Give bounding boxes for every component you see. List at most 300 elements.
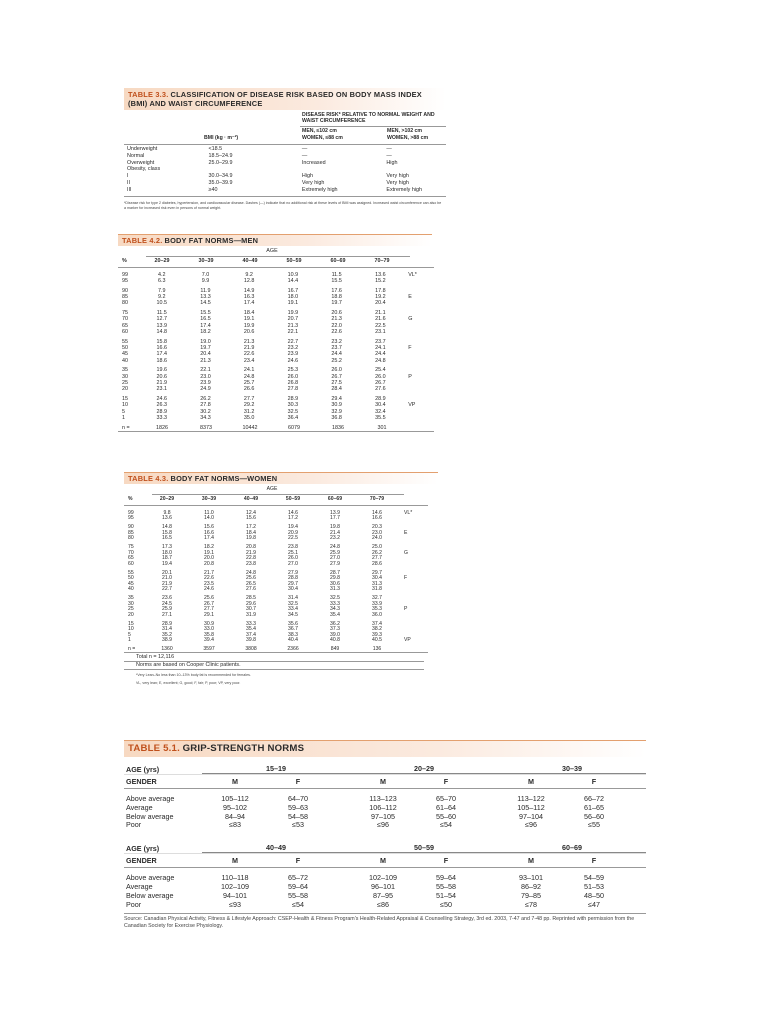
table-row (124, 535, 438, 541)
value-cell: 6.3 (157, 277, 166, 284)
value-cell: 37.4 (372, 620, 382, 627)
percentile-cell: 95 (128, 515, 134, 521)
value-cell: 23.0 (372, 529, 382, 536)
value-cell: 32.5 (288, 600, 298, 607)
value-cell: 35.4 (246, 626, 256, 632)
table-5-1-grid (124, 761, 646, 909)
bmi-cell: 35.0–39.9 (208, 179, 233, 186)
value-cell: 30.4 (288, 586, 298, 592)
value-cell: 35.0 (243, 414, 255, 421)
value-cell: 21.1 (375, 309, 386, 316)
percentile-cell: 5 (122, 408, 125, 415)
value-cell: 34.3 (330, 606, 340, 612)
female-value: ≤50 (440, 899, 452, 909)
table-row (124, 561, 438, 567)
value-cell: 26.2 (200, 396, 211, 403)
value-cell: 21.9 (243, 344, 255, 351)
value-cell: 40.4 (288, 637, 298, 643)
male-value: 97–104 (519, 811, 543, 821)
value-cell: 11.9 (200, 287, 211, 294)
value-cell: 14.6 (372, 509, 382, 516)
female-value: 51–54 (436, 890, 456, 900)
value-cell: 20.0 (204, 555, 214, 561)
female-value: 55–58 (436, 881, 456, 891)
rating-cell: E (404, 529, 408, 536)
table-5-1-label: TABLE 5.1. (128, 743, 180, 754)
category-cell: Above average (126, 873, 175, 883)
value-cell: 25.3 (287, 367, 299, 374)
value-cell: 19.2 (375, 293, 386, 300)
value-cell: 21.3 (243, 338, 255, 345)
value-cell: 28.9 (162, 620, 172, 627)
value-cell: 19.9 (243, 322, 255, 329)
category-cell: Above average (126, 794, 175, 803)
value-cell: 22.6 (243, 351, 255, 358)
class-cell: III (127, 186, 132, 193)
value-cell: 35.2 (162, 631, 172, 638)
value-cell: 9.2 (157, 293, 166, 300)
value-cell: 40.8 (330, 637, 340, 643)
value-cell: 9.8 (163, 509, 171, 516)
rating-cell (402, 386, 432, 392)
table-row (124, 637, 438, 643)
percentile-cell: 55 (128, 569, 134, 576)
value-cell: 22.7 (162, 586, 172, 592)
female-value: ≤47 (588, 899, 600, 909)
table-3-3-label: TABLE 3.3. (128, 90, 169, 99)
n-cell: 849 (330, 646, 340, 652)
class-cell: Normal (127, 152, 145, 159)
table-4-3-title: BODY FAT NORMS—WOMEN (170, 474, 278, 483)
value-cell: 16.6 (156, 344, 167, 351)
age-column-header: 40–49 (242, 258, 258, 264)
percentile-cell: 70 (128, 549, 134, 556)
value-cell: 15.6 (204, 524, 214, 530)
value-cell: 9.2 (245, 271, 253, 278)
value-cell: 31.4 (162, 626, 172, 632)
value-cell: 20.6 (243, 328, 255, 335)
value-cell: 39.3 (372, 631, 382, 638)
percentile-cell: 55 (122, 338, 128, 345)
table-row (118, 386, 432, 392)
table-row (118, 300, 432, 306)
percentile-cell: 1 (128, 637, 131, 643)
male-value: ≤86 (377, 899, 389, 909)
value-cell: 15.6 (246, 515, 256, 521)
table-row (124, 586, 438, 592)
value-cell: 30.6 (330, 580, 340, 587)
female-value: 66–72 (584, 794, 604, 803)
value-cell: 26.3 (156, 402, 167, 409)
norms-note: Norms are based on Cooper Clinic patients. (136, 661, 241, 668)
value-cell: 33.3 (156, 414, 167, 421)
value-cell: 24.4 (375, 351, 386, 358)
value-cell: 21.9 (246, 549, 256, 556)
class-cell: II (127, 179, 130, 186)
risk-b-cell: Very high (386, 179, 409, 186)
value-cell: 27.6 (246, 586, 256, 592)
value-cell: 19.8 (330, 524, 340, 530)
value-cell: 15.2 (375, 277, 386, 284)
female-value: ≤54 (292, 899, 304, 909)
age-label: AGE (266, 486, 278, 492)
value-cell: 10.9 (287, 271, 299, 278)
gender-label: GENDER (126, 856, 157, 866)
value-cell: 29.7 (288, 580, 298, 587)
table-5-1-title: GRIP-STRENGTH NORMS (182, 743, 305, 754)
value-cell: 24.0 (372, 535, 382, 541)
value-cell: 14.4 (287, 277, 299, 284)
value-cell: 26.7 (375, 379, 386, 386)
male-header: M (528, 856, 534, 866)
percentile-cell: 90 (128, 524, 134, 530)
male-header: M (528, 777, 534, 786)
value-cell: 28.9 (287, 396, 299, 403)
age-label: AGE (yrs) (126, 765, 160, 774)
percentile-cell: 15 (122, 396, 128, 403)
male-value: ≤96 (525, 820, 537, 830)
percentile-cell: 25 (128, 606, 134, 612)
table-5-1-source: Source: Canadian Physical Activity, Fitness & Lifestyle Approach: CSEP-Health & Fitness Program's Health-Related Appraisal & Counselling Strategy, 3rd ed. 2003, 7-47 and 7-48 pp. Reprinted with permission from the Canadian Society for Exercise Physiology. (124, 916, 635, 930)
value-cell: 19.4 (162, 560, 172, 567)
column-header-row (124, 495, 438, 505)
value-cell: 38.9 (162, 637, 172, 643)
percentile-cell: 35 (128, 595, 134, 601)
value-cell: 29.1 (204, 611, 214, 618)
age-label: AGE (266, 248, 278, 254)
percentile-cell: 45 (128, 580, 134, 587)
value-cell: 39.0 (330, 631, 340, 638)
age-column-header: 30–39 (201, 496, 217, 502)
male-value: ≤83 (229, 820, 241, 830)
risk-a-cell: High (301, 173, 313, 180)
value-cell: 26.7 (331, 373, 342, 380)
category-cell: Average (126, 802, 153, 812)
value-cell: 26.5 (246, 580, 256, 587)
value-cell: 26.0 (375, 373, 386, 380)
value-cell: 18.4 (243, 309, 255, 316)
value-cell: 15.8 (162, 529, 172, 536)
age-column-header: 70–79 (369, 496, 385, 502)
value-cell: 27.7 (204, 606, 214, 612)
table-row (124, 901, 646, 910)
rating-cell (402, 358, 432, 364)
value-cell: 23.2 (330, 535, 340, 541)
value-cell: 13.3 (200, 293, 211, 300)
value-cell: 17.4 (200, 322, 211, 329)
value-cell: 24.8 (246, 569, 256, 576)
value-cell: 29.7 (372, 569, 382, 576)
female-value: 59–64 (288, 881, 308, 891)
value-cell: 19.8 (246, 535, 256, 541)
table-row (124, 180, 446, 187)
value-cell: 22.5 (288, 535, 298, 541)
n-cell: 1826 (156, 424, 168, 431)
value-cell: 28.9 (156, 408, 167, 415)
value-cell: 16.6 (204, 529, 214, 536)
risk-b-cell: Extremely high (386, 186, 423, 193)
value-cell: 20.3 (372, 524, 382, 530)
value-cell: 32.4 (375, 408, 386, 415)
value-cell: 24.9 (200, 386, 211, 393)
percentile-cell: 80 (122, 300, 128, 307)
value-cell: 17.4 (204, 535, 214, 541)
rating-cell: E (408, 293, 412, 300)
value-cell: 15.8 (156, 338, 167, 345)
bmi-cell (208, 166, 301, 173)
gender-row (124, 853, 646, 868)
female-header: F (591, 856, 597, 866)
table-3-3-footnote: *Disease risk for type 2 diabetes, hypertension, and cardiovascular disease. Dashes (—) indicate that no additional risk at these levels of BMI was assigned. Increased waist circumference can also be a marker for increased risk even in persons of normal weight. (124, 200, 442, 210)
value-cell: 22.1 (287, 328, 299, 335)
percentile-cell: 99 (128, 509, 134, 516)
table-4-3-footnote-2: VL, very lean; E, excellent; G, good; F, fair; P, poor; VP, very poor. (136, 680, 241, 685)
value-cell: 24.8 (243, 373, 255, 380)
value-cell: 19.1 (243, 316, 255, 323)
bmi-cell: 25.0–29.9 (208, 159, 233, 166)
value-cell: 31.3 (372, 580, 382, 587)
n-cell: 3597 (203, 646, 215, 652)
column-header-row (118, 257, 432, 267)
age-column-header: 30–39 (198, 258, 214, 264)
value-cell: 24.8 (330, 544, 340, 550)
value-cell: 27.5 (331, 379, 342, 386)
age-column-header: 50–59 (286, 258, 302, 264)
value-cell: 31.2 (243, 408, 255, 415)
male-header: M (380, 777, 386, 786)
male-value: ≤93 (229, 899, 241, 909)
total-n: Total n = 12,116 (136, 653, 175, 660)
value-cell: 30.9 (204, 620, 214, 627)
female-value: 64–70 (288, 794, 308, 803)
value-cell: 23.5 (204, 580, 214, 587)
male-value: 86–92 (521, 881, 541, 891)
value-cell: 16.7 (287, 287, 299, 294)
value-cell: 18.0 (162, 549, 172, 556)
value-cell: 18.4 (246, 529, 256, 536)
risk-a-cell: Extremely high (301, 186, 338, 193)
value-cell: 32.5 (287, 408, 299, 415)
bmi-header: BMI (kg · m⁻²) (204, 135, 239, 141)
value-cell: 21.7 (204, 569, 214, 576)
class-cell: I (127, 173, 129, 180)
value-cell: 27.9 (330, 560, 340, 567)
age-column-header: 70–79 (374, 258, 390, 264)
rating-cell: F (408, 344, 412, 351)
table-row (118, 358, 432, 364)
rating-cell (402, 329, 432, 335)
value-cell: 28.4 (331, 386, 342, 393)
value-cell: 36.7 (288, 626, 298, 632)
category-cell: Poor (126, 820, 142, 830)
value-cell: 18.8 (331, 293, 342, 300)
n-cell: 3808 (245, 646, 257, 652)
value-cell: 13.6 (162, 515, 172, 521)
value-cell: 36.8 (331, 414, 342, 421)
male-value: 102–109 (221, 881, 249, 891)
value-cell: 24.8 (375, 357, 386, 364)
value-cell: 26.8 (287, 379, 299, 386)
female-value: 61–64 (436, 802, 456, 812)
n-row (118, 425, 432, 431)
table-row (124, 515, 438, 521)
rating-cell: VP (408, 402, 416, 409)
value-cell: 14.9 (243, 287, 255, 294)
risk-a-cell (302, 166, 386, 173)
table-row (124, 166, 446, 173)
n-cell: 8373 (200, 424, 212, 431)
rating-cell (398, 612, 428, 618)
rating-cell: P (404, 606, 408, 612)
age-row (124, 840, 646, 853)
value-cell: 17.4 (156, 351, 167, 358)
table-4-3-grid (124, 486, 438, 653)
rating-cell (398, 561, 428, 567)
percentile-header: % (122, 258, 127, 264)
value-cell: 36.2 (330, 620, 340, 627)
value-cell: 15.5 (331, 277, 342, 284)
table-4-3 (124, 472, 438, 686)
percentile-cell: 80 (128, 535, 134, 541)
table-3-3-title: CLASSIFICATION OF DISEASE RISK BASED ON BODY MASS INDEX (BMI) AND WAIST CIRCUMFERENCE (128, 90, 422, 108)
value-cell: 21.4 (330, 529, 340, 536)
value-cell: 27.8 (200, 402, 211, 409)
n-row (124, 646, 438, 652)
class-cell: Overweight (127, 159, 155, 166)
value-cell: 20.1 (162, 569, 172, 576)
value-cell: 4.2 (157, 271, 166, 278)
value-cell: 25.6 (246, 575, 256, 581)
value-cell: 28.8 (288, 575, 298, 581)
female-value: ≤53 (292, 820, 304, 830)
female-value: ≤54 (440, 820, 452, 830)
value-cell: 18.2 (204, 544, 214, 550)
table-5-1 (124, 740, 646, 930)
female-value: 59–63 (288, 802, 308, 812)
percentile-cell: 60 (122, 328, 128, 335)
bmi-cell: <18.5 (208, 146, 223, 152)
female-value: 59–64 (436, 873, 456, 883)
value-cell: 22.6 (331, 328, 342, 335)
rating-cell: VL* (404, 509, 413, 516)
value-cell: 23.1 (156, 386, 167, 393)
value-cell: 23.8 (246, 560, 256, 567)
value-cell: 23.6 (162, 595, 172, 601)
value-cell: 16.6 (372, 515, 382, 521)
percentile-cell: 25 (122, 379, 128, 386)
value-cell: 28.5 (246, 595, 256, 601)
value-cell: 30.4 (375, 402, 386, 409)
percentile-cell: 15 (128, 620, 134, 627)
value-cell: 16.5 (200, 316, 211, 323)
rating-cell: VP (404, 637, 411, 643)
value-cell: 20.8 (246, 544, 256, 550)
age-group-header: 40–49 (202, 843, 350, 853)
rating-cell (398, 535, 428, 541)
value-cell: 27.9 (288, 569, 298, 576)
value-cell: 28.7 (330, 569, 340, 576)
percentile-cell: 10 (122, 402, 128, 409)
percentile-cell: 30 (128, 600, 134, 607)
value-cell: 9.9 (201, 277, 210, 284)
value-cell: 11.5 (331, 271, 342, 278)
percentile-cell: 50 (128, 575, 134, 581)
value-cell: 23.2 (331, 338, 342, 345)
value-cell: 26.7 (204, 600, 214, 607)
value-cell: 17.8 (375, 287, 386, 294)
value-cell: 36.0 (372, 611, 382, 618)
rating-cell: G (408, 316, 413, 323)
value-cell: 26.0 (288, 555, 298, 561)
value-cell: 22.1 (200, 367, 211, 374)
age-column-header: 40–49 (243, 496, 259, 502)
value-cell: 23.1 (375, 328, 386, 335)
age-group-header: 15–19 (202, 764, 350, 774)
value-cell: 15.5 (200, 309, 211, 316)
value-cell: 29.2 (243, 402, 255, 409)
value-cell: 23.8 (288, 544, 298, 550)
value-cell: 22.0 (331, 322, 342, 329)
value-cell: 27.0 (330, 555, 340, 561)
percentile-cell: 90 (122, 287, 128, 294)
risk-a-cell: — (301, 152, 308, 159)
value-cell: 25.0 (372, 544, 382, 550)
value-cell: 25.2 (331, 357, 342, 364)
value-cell: 39.8 (246, 637, 256, 643)
value-cell: 17.3 (162, 544, 172, 550)
male-value: 110–118 (221, 873, 249, 883)
male-value: 93–101 (519, 873, 543, 883)
rating-cell (398, 586, 428, 592)
value-cell: 21.3 (287, 322, 299, 329)
value-cell: 24.4 (331, 351, 342, 358)
value-cell: 38.3 (288, 631, 298, 638)
col-a-men: MEN, ≤102 cm (302, 128, 337, 134)
col-b-women: WOMEN, >88 cm (387, 134, 429, 141)
female-header: F (591, 777, 597, 786)
col-b-men: MEN, >102 cm (387, 128, 423, 134)
age-group-header: 30–39 (498, 764, 646, 774)
n-cell: 1360 (161, 646, 173, 652)
value-cell: 14.6 (288, 509, 298, 516)
age-group-header: 60–69 (498, 843, 646, 853)
male-value: 102–109 (369, 873, 397, 883)
table-4-3-label: TABLE 4.3. (128, 474, 169, 483)
female-value: 54–58 (288, 811, 308, 821)
male-value: 87–95 (373, 890, 393, 900)
table-row (124, 187, 446, 194)
value-cell: 21.3 (200, 357, 211, 364)
male-value: 79–85 (521, 890, 541, 900)
gender-row (124, 774, 646, 789)
value-cell: 20.8 (204, 560, 214, 567)
value-cell: 20.4 (375, 300, 386, 307)
percentile-cell: 65 (128, 555, 134, 561)
value-cell: 25.9 (330, 549, 340, 556)
age-column-header: 50–59 (285, 496, 301, 502)
table-4-3-footnote-1: *Very Lean–No less than 10–13% body fat is recommended for females. (136, 672, 251, 677)
value-cell: 19.6 (156, 367, 167, 374)
age-header-row (124, 486, 438, 494)
bmi-cell: 18.5–24.9 (208, 152, 233, 159)
value-cell: 32.7 (372, 595, 382, 601)
value-cell: 33.4 (288, 606, 298, 612)
value-cell: 20.6 (156, 373, 167, 380)
value-cell: 17.2 (288, 515, 298, 521)
table-3-3 (124, 88, 446, 211)
male-value: 113–123 (369, 794, 397, 803)
value-cell: 33.3 (246, 620, 256, 627)
